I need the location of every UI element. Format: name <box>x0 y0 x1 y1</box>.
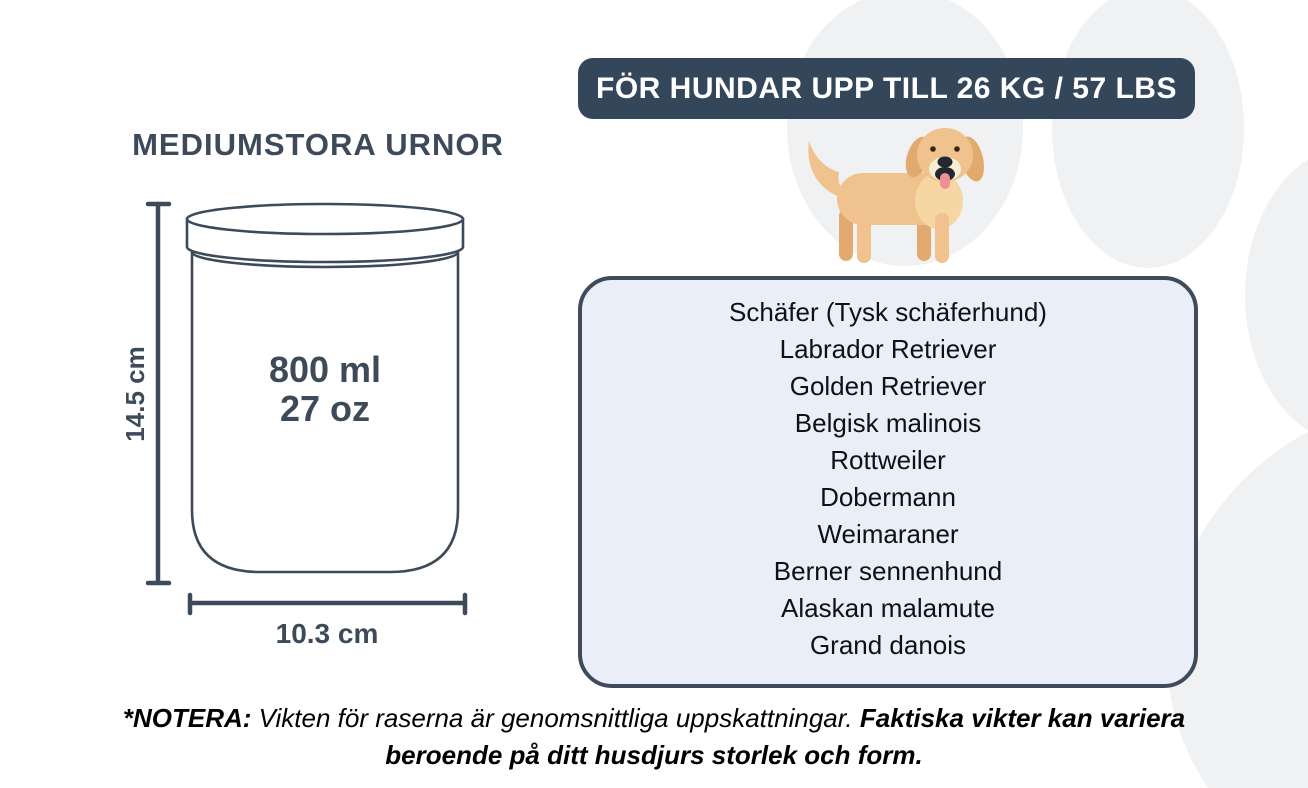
volume-oz: 27 oz <box>279 388 371 429</box>
urn-diameter-label: 10.3 cm <box>275 618 379 649</box>
urn-volume-label <box>192 350 458 428</box>
width-dimension-line <box>190 595 465 613</box>
breed-item: Grand danois <box>809 630 967 660</box>
breed-item: Rottweiler <box>830 445 946 475</box>
footnote-bold-line2: beroende på ditt husdjurs storlek och form. <box>385 740 923 770</box>
breed-item: Dobermann <box>820 482 956 512</box>
footnote-prefix: *NOTERA: <box>122 703 252 733</box>
urn-section-title: MEDIUMSTORA URNOR <box>132 127 504 162</box>
dog-front-leg-front <box>935 213 949 263</box>
footnote <box>0 700 1308 774</box>
breed-item: Weimaraner <box>817 519 959 549</box>
paw-toe-3 <box>1245 145 1308 445</box>
urn-lid-top <box>187 204 463 234</box>
footnote-bold-line1: Faktiska vikter kan variera <box>859 703 1186 733</box>
dog-eye-right <box>954 146 960 152</box>
dog-nose <box>938 157 953 168</box>
breed-item: Alaskan malamute <box>781 593 995 623</box>
breed-item: Berner sennenhund <box>773 556 1003 586</box>
dog-tongue <box>940 173 950 189</box>
volume-ml: 800 ml <box>268 349 382 390</box>
breed-list-box <box>578 276 1198 688</box>
urn-height-label: 14.5 cm <box>120 346 150 442</box>
dog-eye-left <box>930 146 936 152</box>
breed-item: Labrador Retriever <box>779 334 997 364</box>
paw-toe-2 <box>1052 0 1244 268</box>
breed-item: Golden Retriever <box>789 371 987 401</box>
dog-rear-leg-front <box>857 213 871 263</box>
weight-limit-label: FÖR HUNDAR UPP TILL 26 KG / 57 LBS <box>596 71 1177 105</box>
breed-item: Belgisk malinois <box>794 408 982 438</box>
footnote-regular: Vikten för raserna är genomsnittliga uppskattningar. <box>258 703 853 733</box>
golden-retriever-illustration <box>797 117 989 267</box>
breed-item: Schäfer (Tysk schäferhund) <box>729 297 1047 327</box>
breed-list <box>582 280 1194 664</box>
weight-limit-banner <box>578 58 1195 119</box>
